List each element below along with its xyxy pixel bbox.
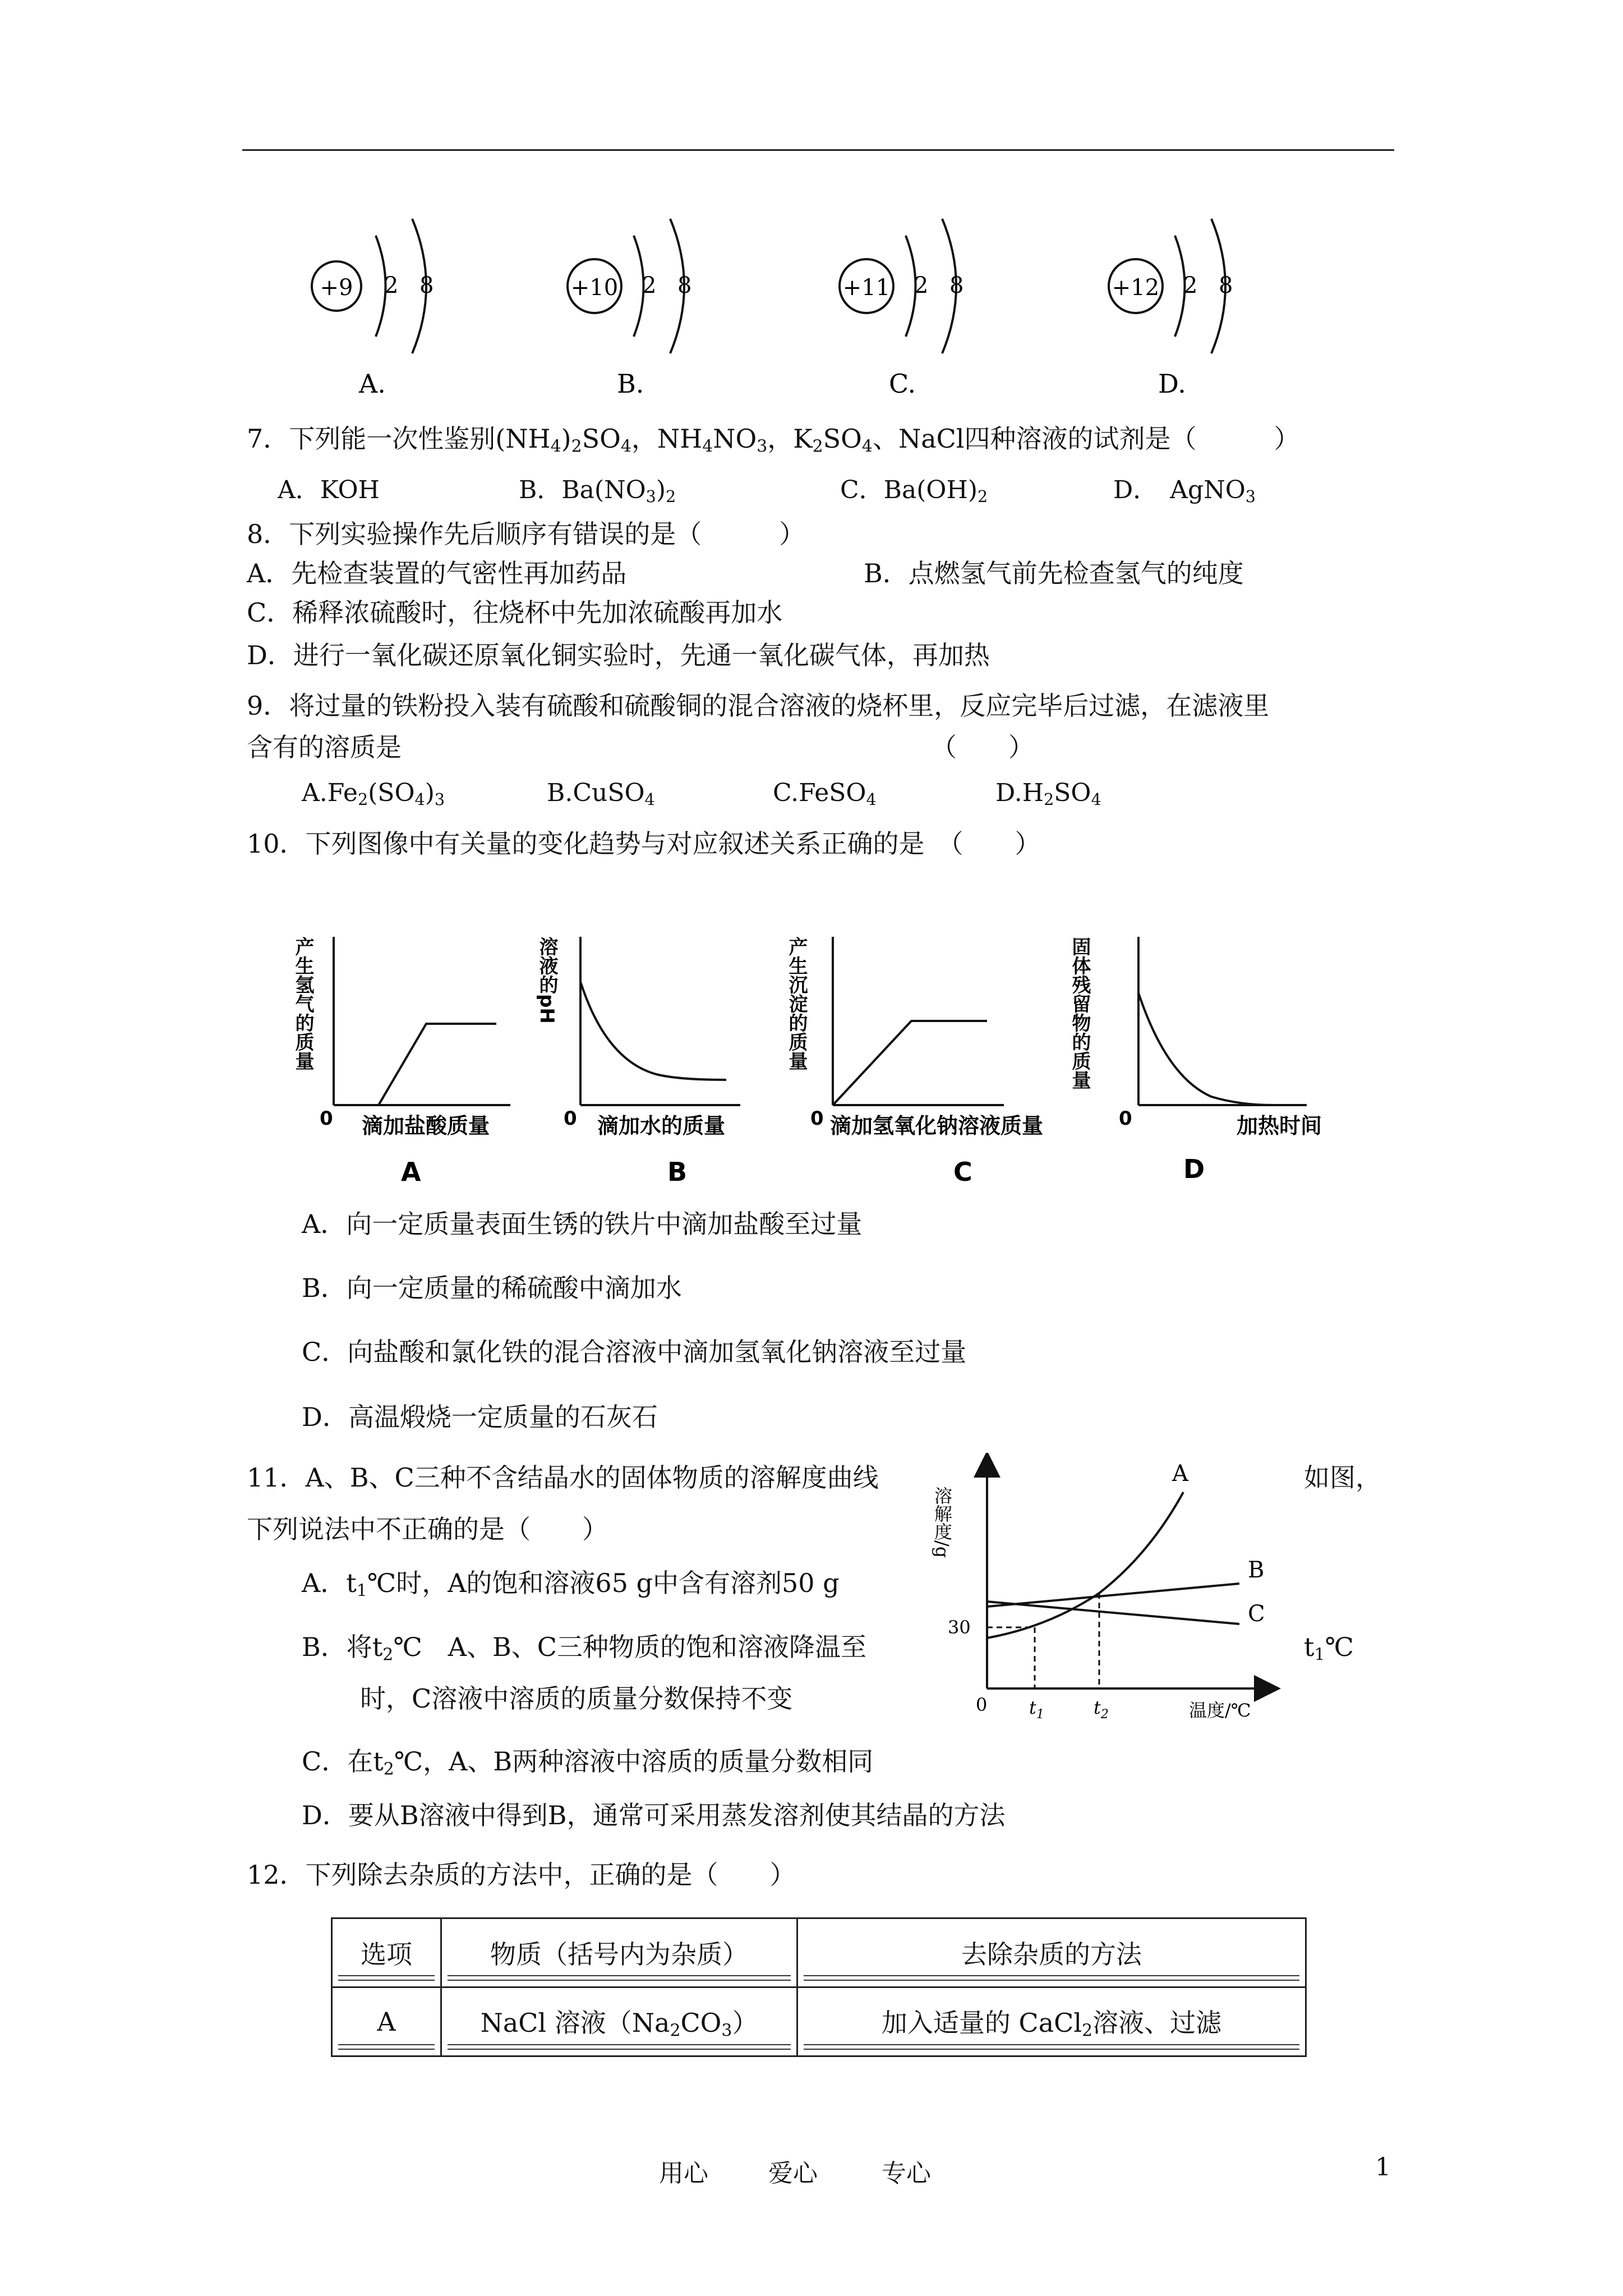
x-tick-t2: $t_2$ [1094,1697,1109,1722]
q10-graphs [292,914,1391,1195]
cell-substance: NaCl 溶液$(Na_2CO_3)$ [441,1987,797,2056]
graph-c-ylabel: 产生沉淀的质量 [785,937,808,1070]
q8-option-a: A．先检查装置的气密性再加药品 [247,558,627,588]
header-rule [242,149,1394,151]
question-9-stem-line2: 含有的溶质是 [247,732,402,762]
atom-b [568,219,691,399]
question-11-stem-line2: 下列说法中不正确的是（ ） [247,1514,608,1544]
table-row [332,1987,1306,2056]
question-8-stem: 8．下列实验操作先后顺序有错误的是（ ） [247,519,805,549]
graph-b-origin: 0 [564,1107,577,1130]
header-method: 去除杂质的方法 [797,1918,1306,1987]
q11-option-c: C．在$t_2℃$，A、B两种溶液中溶质的质量分数相同 [302,1746,874,1779]
graph-b-letter: B [667,1157,688,1187]
question-11-stem-tail: 如图， [1304,1462,1381,1493]
graph-b-xlabel: 滴加水的质量 [597,1114,726,1138]
atom-option-label: C. [889,369,916,399]
q10-option-a: A．向一定质量表面生锈的铁片中滴加盐酸至过量 [302,1209,863,1239]
q9-option-d: $D.H_2SO_4$ [995,779,1101,809]
q9-option-c: C.FeSO$_4$ [773,779,877,809]
y-axis-label: 溶解度/g [932,1487,953,1558]
graph-b-curve [580,982,726,1080]
q7-option-d: D． AgNO$_3$ [1113,476,1256,507]
graph-a [292,937,510,1187]
q9-option-a: $A.Fe_2(SO_4)_3$ [302,779,445,809]
footer-word-3: 专心 [882,2159,931,2188]
shell-1-count: 2 [1183,273,1198,298]
atom-diagrams [292,202,1301,404]
graph-c-xlabel: 滴加氢氧化钠溶液质量 [830,1114,1044,1138]
curve-b [987,1584,1239,1607]
atom-option-label: D. [1158,369,1186,399]
graph-c [785,937,1043,1187]
q8-option-b: B．点燃氢气前先检查氢气的纯度 [864,558,1244,588]
q11-option-b-tail: $t_1℃$ [1304,1632,1354,1665]
graph-a-curve [379,1024,496,1105]
question-7-stem: 7．下列能一次性鉴别$(NH_4)_2SO_4$，$NH_4NO_3$，$K_2SO_4$、NaCl四种溶液的试剂是（ ） [247,424,1300,457]
curve-c [987,1602,1239,1624]
nucleus-label: +9 [320,275,353,301]
q7-option-a: A．KOH [278,476,380,504]
footer-word-1: 用心 [659,2159,708,2188]
atom-d [1109,219,1233,399]
header-substance: 物质（括号内为杂质） [441,1918,797,1987]
shell-2-count: 8 [949,273,964,298]
shell-1-count: 2 [914,273,929,298]
shell-1-count: 2 [384,273,399,298]
x-tick-t1: $t_1$ [1029,1697,1044,1722]
atom-option-label: B. [617,369,644,399]
graph-b [536,937,740,1187]
graph-a-xlabel: 滴加盐酸质量 [362,1114,490,1138]
nucleus-label: +12 [1112,275,1160,301]
atom-a [312,219,434,399]
shell-2-count: 8 [419,273,434,298]
q11-option-b: B．将$t_2℃$ A、B、C三种物质的饱和溶液降温至 [302,1632,867,1665]
nucleus-label: +10 [570,275,619,301]
question-11-stem-line1: 11．A、B、C三种不含结晶水的固体物质的溶解度曲线 [247,1462,879,1493]
nucleus-label: +11 [842,275,891,301]
cell-method: 加入适量的 CaCl$_2$溶液、过滤 [797,1987,1306,2056]
q10-option-c: C．向盐酸和氯化铁的混合溶液中滴加氢氧化钠溶液至过量 [302,1337,967,1367]
q11-option-a: A．$t_1℃$时，A的饱和溶液65 g中含有溶剂50 g [302,1568,840,1601]
q7-option-c: C．$Ba(OH)_2$ [840,476,988,507]
solubility-chart [920,1453,1290,1728]
footer-word-2: 爱心 [768,2159,818,2188]
graph-d-origin: 0 [1119,1107,1132,1130]
q11-option-d: D．要从B溶液中得到B，通常可采用蒸发溶剂使其结晶的方法 [302,1800,1006,1830]
origin-label: 0 [976,1694,988,1715]
graph-c-curve [833,1021,987,1105]
question-9-answer-blank: （ ） [931,732,1034,762]
shell-1-count: 2 [642,273,657,298]
q8-option-c: C．稀释浓硫酸时，往烧杯中先加浓硫酸再加水 [247,597,783,628]
q10-option-b: B．向一定质量的稀硫酸中滴加水 [302,1273,682,1303]
impurity-table [331,1917,1307,2057]
page-number: 1 [1375,2153,1391,2182]
q8-option-d: D．进行一氧化碳还原氧化铜实验时，先通一氧化碳气体，再加热 [247,640,990,670]
graph-c-origin: 0 [810,1107,824,1130]
shell-2-count: 8 [677,273,692,298]
question-12-stem: 12．下列除去杂质的方法中，正确的是（ ） [247,1860,796,1890]
graph-a-letter: A [401,1157,421,1187]
q10-option-d: D．高温煅烧一定质量的石灰石 [302,1402,658,1432]
graph-c-letter: C [953,1157,972,1187]
graph-d-xlabel: 加热时间 [1237,1114,1322,1138]
table-header-row [332,1918,1306,1987]
graph-b-ylabel: 溶液的pH [536,937,558,1024]
header-option: 选项 [332,1918,441,1987]
graph-d [1068,937,1322,1184]
y-tick-30: 30 [948,1617,971,1638]
graph-a-ylabel: 产生氢气的质量 [292,937,314,1070]
cell-option: A [332,1987,441,2056]
q11-option-b-line2: 时，C溶液中溶质的质量分数保持不变 [360,1683,793,1714]
curve-a-label: A [1172,1461,1188,1487]
q7-option-b: B．$Ba(NO_3)_2$ [519,476,676,507]
curve-b-label: B [1248,1557,1265,1583]
question-9-stem-line1: 9．将过量的铁粉投入装有硫酸和硫酸铜的混合溶液的烧杯里，反应完毕后过滤，在滤液里 [247,691,1270,721]
question-10-stem: 10．下列图像中有关量的变化趋势与对应叙述关系正确的是 （ ） [247,829,1041,859]
graph-d-curve [1138,993,1273,1105]
atom-c [840,219,963,399]
q9-option-b: B.CuSO$_4$ [547,779,655,809]
atom-option-label: A. [359,369,386,399]
shell-2-count: 8 [1219,273,1233,298]
curve-c-label: C [1248,1601,1265,1627]
x-axis-label: 温度/℃ [1189,1700,1251,1721]
graph-a-origin: 0 [320,1107,333,1130]
graph-d-ylabel: 固体残留物的质量 [1068,937,1091,1089]
graph-d-letter: D [1183,1154,1205,1184]
